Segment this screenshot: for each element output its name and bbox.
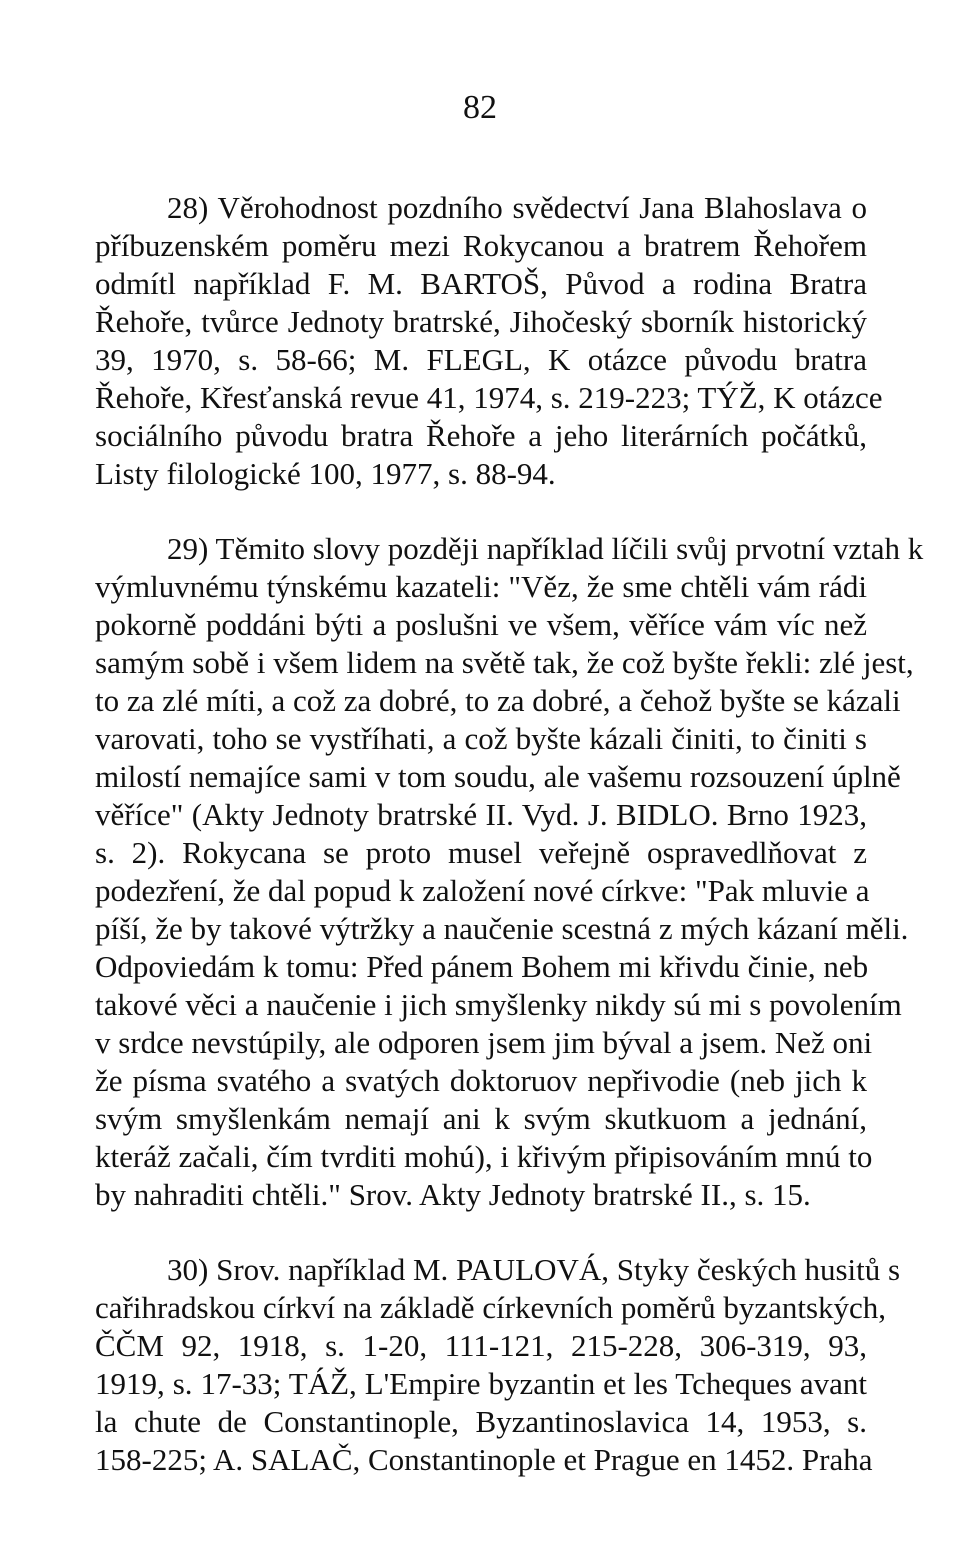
footnote-line: takové věci a naučenie i jich smyšlenky nikdy sú mi s povolením xyxy=(95,987,902,1022)
footnote-28 xyxy=(95,189,883,493)
footnote-line: samým sobě i všem lidem na světě tak, že což byšte řekli: zlé jest, xyxy=(95,645,914,680)
footnote-line: výmluvnému týnskému kazateli: "Věz, že sme chtěli vám rádi xyxy=(95,569,867,604)
footnote-line: by nahraditi chtěli." Srov. Akty Jednoty bratrské II., s. 15. xyxy=(95,1177,811,1212)
footnotes xyxy=(95,189,924,1479)
footnote-line: 28) Věrohodnost pozdního svědectví Jana Blahoslava o xyxy=(167,190,867,225)
footnote-line: ČČM 92, 1918, s. 1-20, 111-121, 215-228, 306-319, 93, xyxy=(95,1328,867,1363)
footnote-line: podezření, že dal popud k založení nové církve: "Pak mluvie a xyxy=(95,873,870,908)
footnote-line: v srdce nevstúpily, ale odporen jsem jim býval a jsem. Než oni xyxy=(95,1025,873,1060)
footnote-line: cařihradskou církví na základě církevních poměrů byzantských, xyxy=(95,1290,887,1325)
footnote-line: Listy filologické 100, 1977, s. 88-94. xyxy=(95,456,556,491)
footnote-line: věříce" (Akty Jednoty bratrské II. Vyd. J. BIDLO. Brno 1923, xyxy=(95,797,867,832)
footnote-line: varovati, toho se vystříhati, a což byšte kázali činiti, to činiti s xyxy=(95,721,867,756)
footnote-line: Odpoviedám k tomu: Před pánem Bohem mi křivdu činie, neb xyxy=(95,949,869,984)
footnote-line: s. 2). Rokycana se proto musel veřejně ospravedlňovat z xyxy=(95,835,867,870)
footnote-line: odmítl například F. M. BARTOŠ, Původ a rodina Bratra xyxy=(95,266,867,301)
footnote-line: svým smyšlenkám nemají ani k svým skutkuom a jednání, xyxy=(95,1101,867,1136)
footnote-line: la chute de Constantinople, Byzantinoslavica 14, 1953, s. xyxy=(95,1404,867,1439)
footnote-line: to za zlé míti, a což za dobré, to za dobré, a čehož byšte se kázali xyxy=(95,683,901,718)
footnote-line: kteráž začali, čím tvrditi mohú), i křivým připisováním mnú to xyxy=(95,1139,873,1174)
footnote-line: 158-225; A. SALAČ, Constantinople et Prague en 1452. Praha xyxy=(95,1442,873,1477)
footnote-line: 39, 1970, s. 58-66; M. FLEGL, K otázce původu bratra xyxy=(95,342,867,377)
footnote-line: 1919, s. 17-33; TÁŽ, L'Empire byzantin et les Tcheques avant xyxy=(95,1366,867,1401)
footnote-line: 29) Těmito slovy později například líčili svůj prvotní vztah k xyxy=(167,531,924,566)
footnote-line: 30) Srov. například M. PAULOVÁ, Styky českých husitů s xyxy=(167,1252,901,1287)
footnote-line: Řehoře, tvůrce Jednoty bratrské, Jihočeský sborník historický xyxy=(95,304,867,339)
page-number: 82 xyxy=(463,89,497,126)
footnote-line: sociálního původu bratra Řehoře a jeho literárních počátků, xyxy=(95,418,867,453)
footnote-line: Řehoře, Křesťanská revue 41, 1974, s. 219-223; TÝŽ, K otázce xyxy=(95,380,883,415)
footnote-30 xyxy=(95,1251,901,1479)
footnote-line: milostí nemajíce sami v tom soudu, ale vašemu rozsouzení úplně xyxy=(95,759,901,794)
footnote-line: píší, že by takové výtržky a naučenie scestná z mých kázaní měli. xyxy=(95,911,909,946)
footnote-line: příbuzenském poměru mezi Rokycanou a bratrem Řehořem xyxy=(95,228,867,263)
footnote-line: že písma svatého a svatých doktoruov nepřivodie (neb jich k xyxy=(95,1063,867,1098)
footnote-line: pokorně poddáni býti a poslušni ve všem, věříce vám víc než xyxy=(95,607,867,642)
footnote-29 xyxy=(95,530,924,1214)
